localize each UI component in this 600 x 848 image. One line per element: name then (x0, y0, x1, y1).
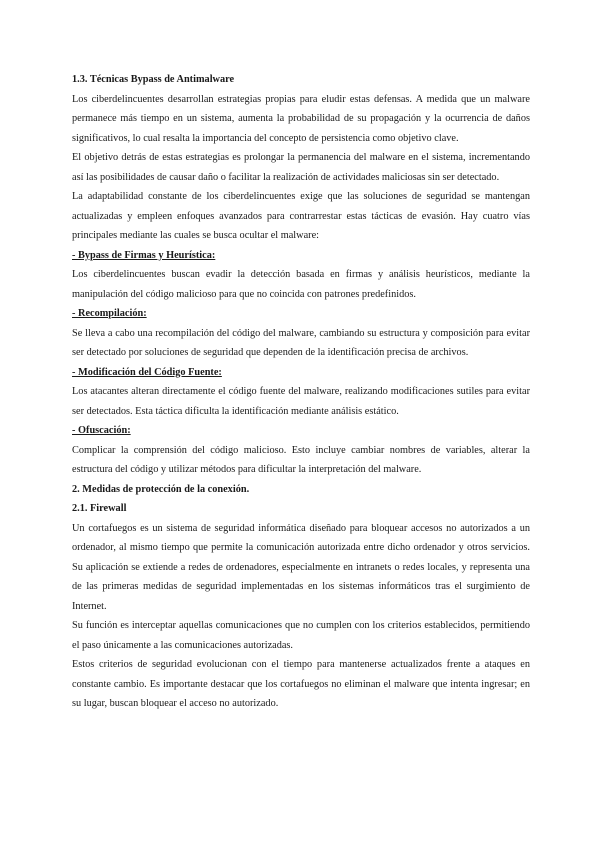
section-1-3-paragraph-2: El objetivo detrás de estas estrategias es prolongar la permanencia del malware en el sistema, incrementando así las posibilidades de causar daño o facilitar la realización de actividades maliciosas sin ser detectado. (72, 152, 530, 183)
ofuscacion-heading: - Ofuscación: (72, 425, 131, 436)
section-1-3-paragraph-1: Los ciberdelincuentes desarrollan estrategias propias para eludir estas defensas. A medida que un malware permanece más tiempo en un sistema, aumenta la probabilidad de su propagación y la ocurrencia de daños significativos, lo cual resalta la importancia del concepto de persistencia como objetivo clave. (72, 93, 530, 144)
document-page (72, 70, 530, 714)
ofuscacion-body: Complicar la comprensión del código malicioso. Esto incluye cambiar nombres de variables, alterar la estructura del código y utilizar métodos para dificultar la interpretación del malware. (72, 444, 530, 475)
bypass-firmas-heading: - Bypass de Firmas y Heurística: (72, 249, 216, 261)
bypass-firmas-body: Los ciberdelincuentes buscan evadir la detección basada en firmas y análisis heurísticos, mediante la manipulación del código malicioso para que no coincida con patrones predefinidos. (72, 269, 530, 300)
firewall-paragraph-2: Su función es interceptar aquellas comunicaciones que no cumplen con los criterios establecidos, permitiendo el paso únicamente a las comunicaciones autorizadas. (72, 620, 530, 651)
modificacion-codigo-body: Los atacantes alteran directamente el código fuente del malware, realizando modificaciones sutiles para evitar ser detectados. Esta táctica dificulta la identificación mediante análisis estático. (72, 386, 530, 417)
firewall-heading: 2.1. Firewall (72, 503, 127, 514)
modificacion-codigo-heading: - Modificación del Código Fuente: (72, 366, 222, 378)
firewall-paragraph-3: Estos criterios de seguridad evolucionan con el tiempo para mantenerse actualizados frente a ataques en constante cambio. Es importante destacar que los cortafuegos no eliminan el malware que intenta ingresar; en su lugar, buscan bloquear el acceso no autorizado. (72, 659, 530, 709)
recompilacion-heading: - Recompilación: (72, 308, 147, 319)
section-1-3-paragraph-3: La adaptabilidad constante de los ciberdelincuentes exige que las soluciones de seguridad se mantengan actualizadas y empleen enfoques avanzados para contrarrestar estas tácticas de evasión. Hay cuatro vías principales mediante las cuales se busca ocultar el malware: (72, 191, 530, 241)
firewall-paragraph-1: Un cortafuegos es un sistema de seguridad informática diseñado para bloquear accesos no autorizados a un ordenador, al mismo tiempo que permite la comunicación autorizada entre dicho ordenador y otros servicios. Su aplicación se extiende a redes de ordenadores, especialmente en intranets o redes locales, y representa una de las primeras medidas de seguridad implementadas en los sistemas informáticos tras el surgimiento de Internet. (72, 522, 530, 612)
recompilacion-body: Se lleva a cabo una recompilación del código del malware, cambiando su estructura y composición para evitar ser detectado por soluciones de seguridad que dependen de la identificación precisa de archivos. (72, 327, 530, 358)
section-1-3-heading: 1.3. Técnicas Bypass de Antimalware (72, 74, 235, 85)
section-2-heading: 2. Medidas de protección de la conexión. (72, 483, 250, 495)
